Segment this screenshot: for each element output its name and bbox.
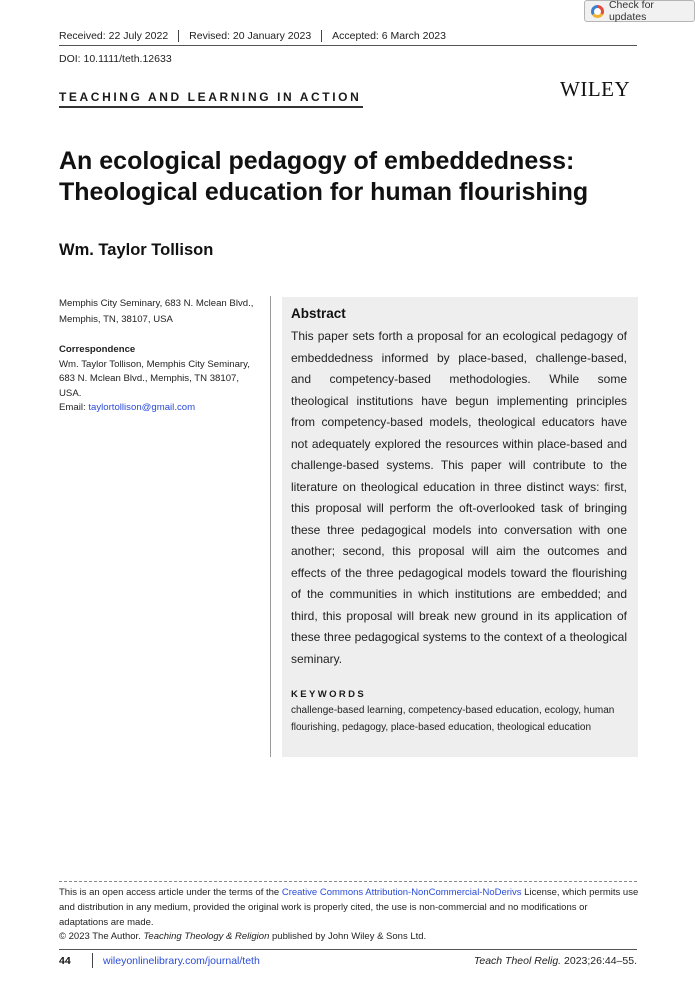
affiliation: Memphis City Seminary, 683 N. Mclean Blvd., Memphis, TN, 38107, USA — [59, 298, 254, 325]
correspondence-address: Wm. Taylor Tollison, Memphis City Seminary, 683 N. Mclean Blvd., Memphis, TN 38107, USA. — [59, 358, 250, 399]
correspondence-block — [59, 343, 264, 416]
abstract-text: This paper sets forth a proposal for an ecological pedagogy of embeddedness informed by place-based, challenge-based, and competency-based methodologies. While some theological institutions have begun implementing principles from competency-based models, theological educators have not adequately explored the resources within place-based and challenge-based systems. This paper will contribute to the literature on theological education in three distinct ways: first, this proposal will perform the oft-overlooked task of bringing these three pedagogical models into conversation with one another; second, this proposal will aim the outcomes and effects of the three pedagogical models toward the flourishing of the communities in which institutions are embedded; and third, this proposal will break new ground in its application of these three pedagogical systems to the context of a theological seminary. — [291, 329, 627, 666]
section-heading: TEACHING AND LEARNING IN ACTION — [59, 90, 362, 104]
publisher-logo: WILEY — [560, 77, 631, 101]
revised-date: Revised: 20 January 2023 — [178, 30, 321, 42]
journal-url-link[interactable]: wileyonlinelibrary.com/journal/teth — [103, 955, 260, 967]
check-for-updates-label: Check for updates — [608, 0, 654, 23]
citation — [474, 955, 637, 967]
copyright-suffix: published by John Wiley & Sons Ltd. — [269, 931, 427, 943]
license-prefix: This is an open access article under the terms of the — [59, 887, 282, 898]
citation-details: 2023;26:44–55. — [561, 955, 637, 967]
accepted-date: Accepted: 6 March 2023 — [321, 30, 456, 42]
crossmark-icon — [591, 5, 604, 18]
correspondence-heading: Correspondence — [59, 344, 136, 355]
correspondence-email-line — [59, 401, 264, 416]
email-link[interactable]: taylortollison@gmail.com — [88, 402, 196, 413]
author-name: Wm. Taylor Tollison — [59, 241, 214, 259]
license-divider — [59, 881, 637, 882]
page-number: 44 — [59, 955, 71, 967]
email-label: Email: — [59, 402, 89, 413]
journal-abbrev: Teach Theol Relig. — [473, 955, 562, 967]
license-link[interactable]: Creative Commons Attribution-NonCommercial-NoDerivs — [281, 887, 522, 898]
footer-rule — [59, 949, 637, 950]
article-title — [59, 146, 639, 208]
column-divider — [270, 296, 271, 757]
journal-name: Teaching Theology & Religion — [143, 931, 270, 943]
keywords-text: challenge-based learning, competency-based education, ecology, human flourishing, pedagogy, place-based education, theological education — [291, 705, 615, 733]
abstract-heading: Abstract — [291, 306, 346, 321]
footer-separator — [92, 953, 93, 968]
section-underline — [59, 106, 363, 108]
license-suffix: License, which permits use and distribution in any medium, provided the original work is properly cited, the use is non-commercial and no modifications or adaptations are made. — [59, 887, 639, 928]
license-block — [59, 886, 639, 945]
title-line-1: An ecological pedagogy of embeddedness: — [59, 147, 575, 175]
copyright-prefix: © 2023 The Author. — [59, 931, 144, 943]
article-dates — [59, 30, 456, 42]
keywords-heading: KEYWORDS — [291, 689, 367, 700]
header-rule — [59, 45, 637, 46]
doi: DOI: 10.1111/teth.12633 — [59, 53, 172, 65]
title-line-2: Theological education for human flourishing — [59, 178, 589, 206]
received-date: Received: 22 July 2022 — [59, 30, 169, 42]
check-for-updates-button[interactable] — [584, 0, 695, 22]
